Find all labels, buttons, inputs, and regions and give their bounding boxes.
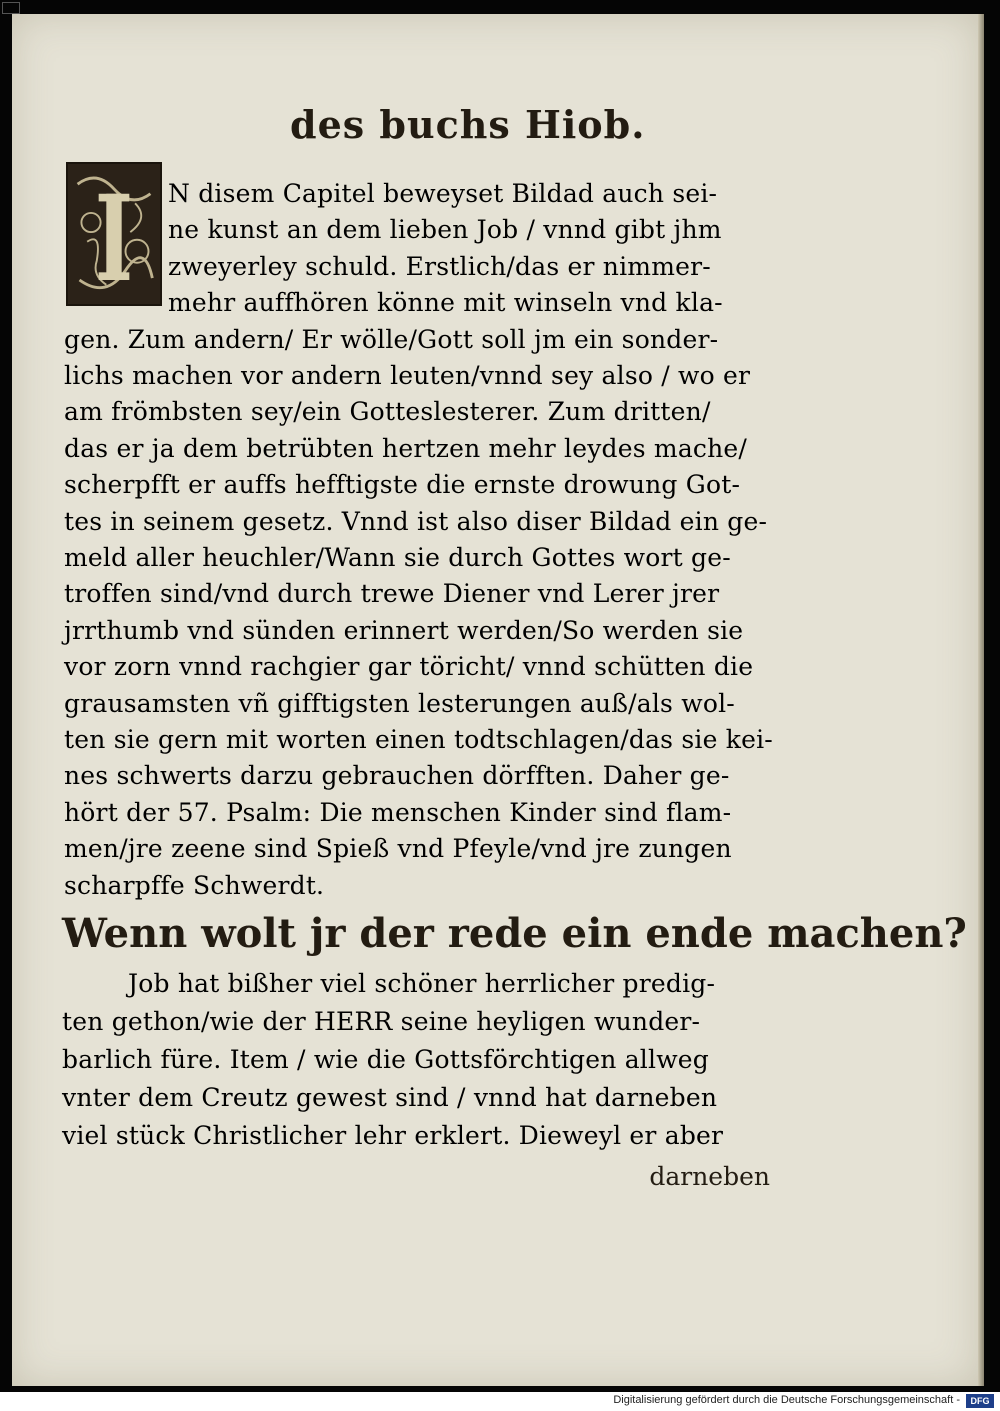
text-line: vnter dem Creutz gewest sind / vnnd hat darneben: [62, 1083, 718, 1112]
text-line: mehr auffhören könne mit winseln vnd kla-: [168, 288, 723, 318]
running-head: des buchs Hiob.: [290, 102, 646, 147]
text-line: ne kunst an dem lieben Job / vnnd gibt jhm: [168, 215, 722, 245]
text-line: Job hat bißher viel schöner herrlicher predig-: [128, 969, 716, 998]
text-line: vor zorn vnnd rachgier gar töricht/ vnnd schütten die: [64, 652, 754, 682]
text-line: men/jre zeene sind Spieß vnd Pfeyle/vnd jre zungen: [64, 834, 732, 864]
decorated-initial: [66, 162, 162, 306]
text-line: das er ja dem betrübten hertzen mehr leydes mache/: [64, 433, 748, 463]
text-line: am frömbsten sey/ein Gotteslesterer. Zum dritten/: [64, 397, 711, 427]
text-line: grausamsten vñ gifftigsten lesterungen auß/als wol-: [64, 688, 735, 718]
text-line: lichs machen vor andern leuten/vnnd sey also / wo er: [64, 361, 751, 390]
scan-corner-mark: [2, 2, 20, 14]
text-line: scherpfft er auffs hefftigste die ernste drowung Got-: [64, 470, 741, 500]
decorated-initial-ornament-icon: [68, 164, 160, 304]
text-line: hört der 57. Psalm: Die menschen Kinder sind flam-: [64, 797, 732, 827]
text-line: ten gethon/wie der HERR seine heyligen wunder-: [62, 1007, 701, 1036]
text-line: nes schwerts darzu gebrauchen dörfften. Daher ge-: [64, 761, 730, 791]
text-line: scharpffe Schwerdt.: [64, 870, 325, 900]
catchword: darneben: [649, 1162, 770, 1191]
dfg-logo-icon: DFG: [966, 1394, 994, 1408]
page-edge: [978, 14, 984, 1386]
footer-bar: [0, 1392, 1000, 1411]
text-line: N disem Capitel beweyset Bildad auch sei-: [168, 179, 718, 208]
text-line: meld aller heuchler/Wann sie durch Gottes wort ge-: [64, 543, 731, 572]
digitization-credit: Digitalisierung gefördert durch die Deutsche Forschungsgemeinschaft -: [613, 1394, 960, 1406]
text-line: viel stück Christlicher lehr erklert. Dieweyl er aber: [62, 1121, 724, 1150]
text-line: jrrthumb vnd sünden erinnert werden/So werden sie: [64, 615, 744, 645]
text-line: tes in seinem gesetz. Vnnd ist also diser Bildad ein ge-: [64, 506, 768, 536]
text-line: ten sie gern mit worten einen todtschlagen/das sie kei-: [64, 725, 773, 754]
text-line: gen. Zum andern/ Er wölle/Gott soll jm ein sonder-: [64, 324, 719, 354]
text-line: troffen sind/vnd durch trewe Diener vnd Lerer jrer: [64, 579, 720, 609]
text-line: barlich füre. Item / wie die Gottsförchtigen allweg: [62, 1045, 709, 1074]
text-line: zweyerley schuld. Erstlich/das er nimmer-: [168, 251, 711, 281]
section-heading: Wenn wolt jr der rede ein ende machen?: [62, 910, 967, 957]
